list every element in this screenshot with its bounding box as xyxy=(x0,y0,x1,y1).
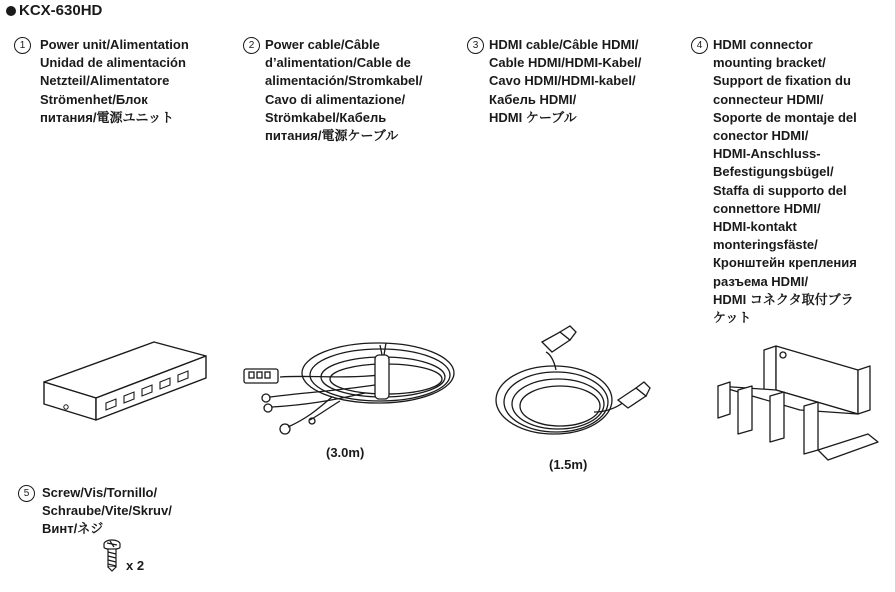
item-4-line: HDMI-kontakt xyxy=(713,219,797,235)
bullet-icon xyxy=(6,6,16,16)
item-4-line: monteringsfäste/ xyxy=(713,237,818,253)
power-unit-illustration xyxy=(36,336,216,436)
item-4-line: Кронштейн крепления xyxy=(713,255,857,271)
item-3-caption: (1.5m) xyxy=(549,457,588,472)
item-5-number: 5 xyxy=(18,485,35,502)
item-3-line: Cable HDMI/HDMI-Kabel/ xyxy=(489,55,642,71)
item-5-label xyxy=(42,484,172,539)
item-2-label xyxy=(265,36,423,145)
model-name: KCX-630HD xyxy=(19,2,103,19)
item-4-line: HDMI-Anschluss- xyxy=(713,146,821,162)
item-2-line: Cavo di alimentazione/ xyxy=(265,91,406,107)
item-2-line: Power cable/Câble xyxy=(265,37,380,52)
item-3-line: Cavo HDMI/HDMI-kabel/ xyxy=(489,73,636,89)
item-4-label xyxy=(713,36,857,327)
item-4-line: Soporte de montaje del xyxy=(713,109,857,125)
item-4-line: mounting bracket/ xyxy=(713,55,826,71)
item-4-number: 4 xyxy=(691,37,708,54)
item-5-line: Screw/Vis/Tornillo/ xyxy=(42,485,158,500)
item-4-line: connecteur HDMI/ xyxy=(713,91,824,107)
item-4-line: Support de fixation du xyxy=(713,73,851,89)
mounting-bracket-illustration xyxy=(708,330,888,475)
item-4-line: HDMI コネクタ取付ブラ xyxy=(713,291,854,307)
item-2-line: питания/電源ケーブル xyxy=(265,128,399,144)
power-cable-illustration xyxy=(240,335,460,445)
item-1-number: 1 xyxy=(14,37,31,54)
item-4-line: HDMI connector xyxy=(713,37,813,52)
item-5-line: Schraube/Vite/Skruv/ xyxy=(42,503,172,519)
item-4-line: conector HDMI/ xyxy=(713,128,809,144)
item-4-line: Befestigungsbügel/ xyxy=(713,164,834,180)
item-2-line: Strömkabel/Кабель xyxy=(265,109,387,125)
hdmi-cable-illustration xyxy=(494,330,654,455)
screw-illustration xyxy=(100,538,124,572)
item-2-caption: (3.0m) xyxy=(326,445,365,460)
item-1-line: Unidad de alimentación xyxy=(40,55,186,71)
item-3-line: HDMI ケーブル xyxy=(489,109,577,125)
item-2-line: d’alimentation/Cable de xyxy=(265,55,411,71)
model-title xyxy=(6,2,102,19)
item-3-line: Кабель HDMI/ xyxy=(489,91,577,107)
item-3-line: HDMI cable/Câble HDMI/ xyxy=(489,37,639,52)
item-2-line: alimentación/Stromkabel/ xyxy=(265,73,423,89)
item-1-line: Power unit/Alimentation xyxy=(40,37,189,52)
item-4-line: разъема HDMI/ xyxy=(713,273,809,289)
item-5-line: Винт/ネジ xyxy=(42,521,104,537)
item-3-label xyxy=(489,36,641,127)
item-1-label xyxy=(40,36,189,127)
item-1-line: питания/電源ユニット xyxy=(40,109,174,125)
item-1-line: Netzteil/Alimentatore xyxy=(40,73,170,89)
item-3-number: 3 xyxy=(467,37,484,54)
item-2-number: 2 xyxy=(243,37,260,54)
item-4-line: Staffa di supporto del xyxy=(713,182,847,198)
item-4-line: ケット xyxy=(713,310,752,326)
item-4-line: connettore HDMI/ xyxy=(713,200,821,216)
item-1-line: Strömenhet/Блок xyxy=(40,91,148,107)
item-5-caption: x 2 xyxy=(126,558,145,573)
